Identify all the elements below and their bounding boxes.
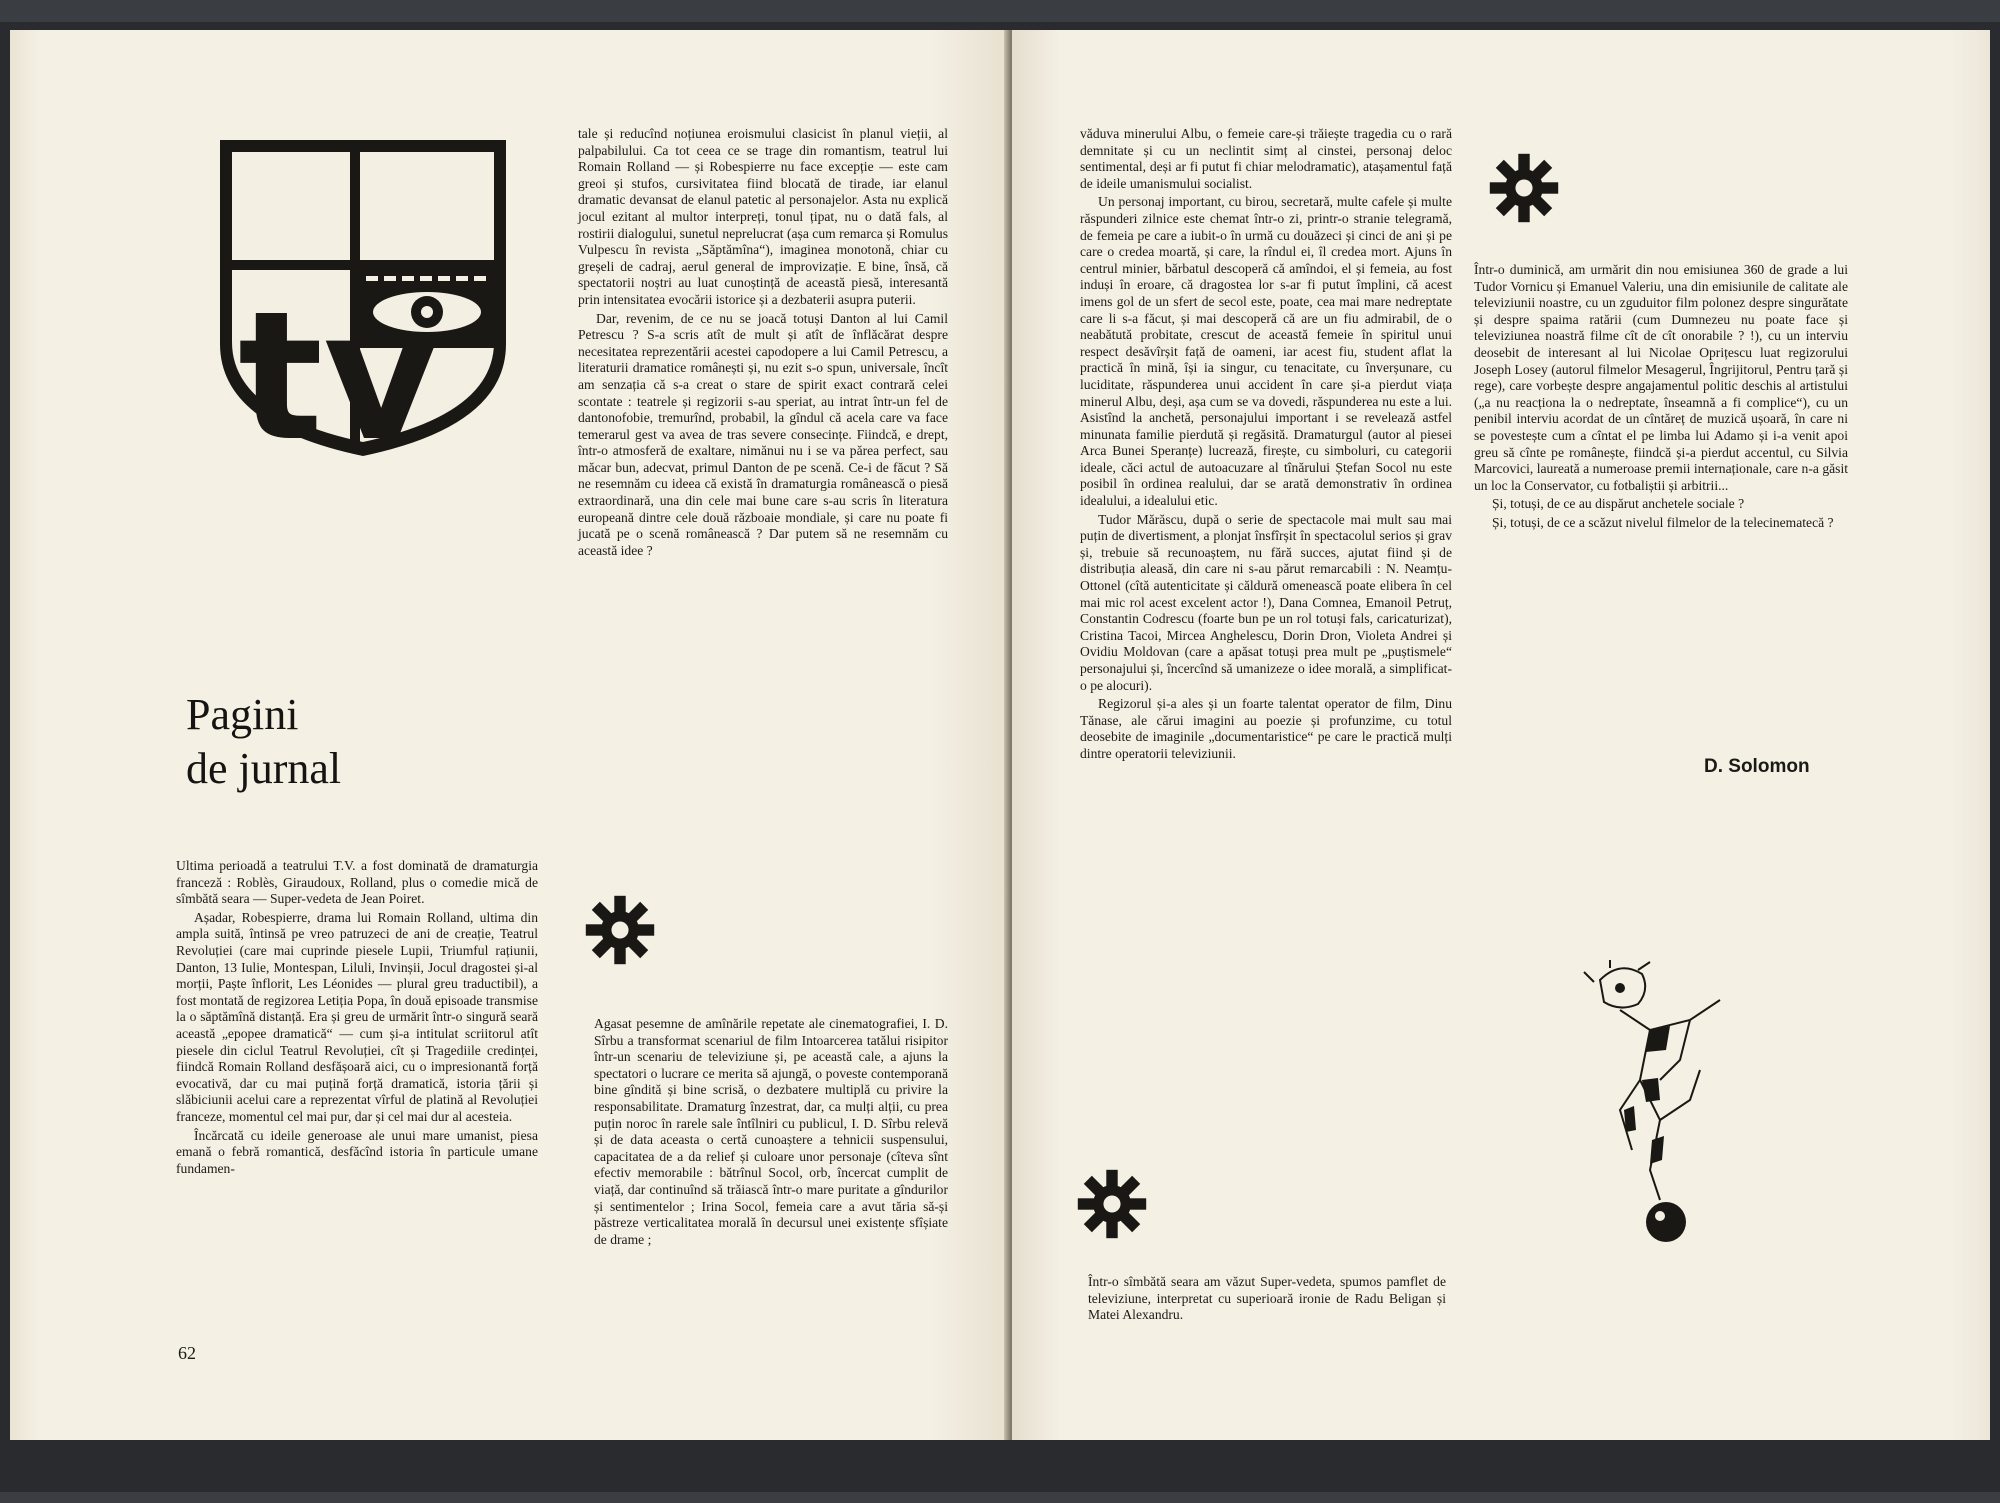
ornament-star-icon [1074, 1166, 1150, 1242]
article-title: Pagini de jurnal [186, 690, 342, 793]
paragraph: Ultima perioadă a teatrului T.V. a fost dominată de dramaturgia franceză : Roblès, Giraudoux, Rolland, plus o comedie mică de sîmbătă seara — Super-vedeta de Jean Poiret. [176, 858, 538, 907]
paragraph: Încărcată cu ideile generoase ale unui mare umanist, piesa emană o febră romantică, desfăcînd istoria în particule umane fundamen- [176, 1127, 538, 1176]
paragraph: Regizorul și-a ales și un foarte talentat operator de film, Dinu Tănase, ale cărui imagini au poezie și profunzime, cu totul deosebite de imaginile „documentaristice“ pe care le practică mulți dintre operatorii televiziunii. [1080, 696, 1452, 761]
tv-logo-icon [208, 126, 518, 466]
paragraph: văduva minerului Albu, o femeie care-și trăiește tragedia cu o rară demnitate și cu un neclintit simț al cinstei, personaj deloc sentimental, deși ar fi putut fi chiar melodramatic), atașamentul față de ideile umanismului socialist. [1080, 126, 1452, 191]
article-column-4 [1080, 126, 1452, 765]
right-page [1012, 30, 1990, 1440]
paragraph: Tudor Mărăscu, după o serie de spectacole mai mult sau mai puțin de divertisment, a plonjat însfîrșit în spectacolul serios și grav și, trebuie să recunoaștem, nu fără succes, ajutat fiind și de distribuția aleasă, din care ni s-au părut remarcabili : N. Neamțu-Ottonel (cîtă autenticitate și căldură omenească poate elibera în cel mai mic rol acest excelent actor !), Dana Comnea, Emanoil Petruț, Constantin Codrescu (foarte bun pe un rol totuși fals, caricaturizat), Cristina Tacoi, Mircea Anghelescu, Dorin Dron, Violeta Andrei și Ovidiu Moldovan (care a apăsat totuși prea mult pe „puștismele“ personajului și, încercînd să umanizeze o idee morală, a simplificat-o pe alocuri). [1080, 511, 1452, 693]
article-column-5 [1088, 1274, 1446, 1326]
paragraph: Un personaj important, cu birou, secretară, multe cafele și multe răspunderi zilnice este chemat într-o zi, printr-o stranie telegramă, de femeia pe care a iubit-o în urmă cu douăzeci și cinci de ani și pe care o credea moartă, și care, la rîndul ei, îl credea mort. Ajuns în centrul minier, bărbatul descoperă că amîndoi, el și femeia, au fost induși în eroare, că dragostea lor s-ar fi putut împlini, că acest imens gol de un sfert de secol este, poate, cea mai mare nedreptate care li s-a făcut, și mai descoperă că are un fiu admirabil, de o neabătută probitate, crescut de această femeie în spiritul unui respect desăvîrșit față de oameni, iar acest fiu, student aflat la practică în mină, își ia singur, cu tenacitate, cu înverșunare, cu luciditate, răspunderea unui accident în care și-a pierdut viața minerul Albu, deși, așa cum se va dovedi, răspunderea nu este a lui. Asistînd la anchetă, personajului important i se revelează astfel minunata familie pierdută și regăsită. Dramaturgul (autor al piesei Arca Bunei Speranțe) lucrează, firește, cu simboluri, cu categorii ideale, căci actul de autoacuzare al tînărului Ștefan Socol nu este posibil în ordinea realului, dar se arată demonstrativ în ordinea idealului, a idealului etic. [1080, 194, 1452, 509]
paragraph: Așadar, Robespierre, drama lui Romain Rolland, ultima din ampla suită, întinsă pe vreo patruzeci de ani de creație, Teatrul Revoluției (care mai cuprinde piesele Lupii, Triumful rațiunii, Danton, 13 Iulie, Montespan, Liluli, Invinșii, Jocul dragostei și-al morții, Paște înflorit, Les Léonides — plural greu traductibil), a fost montată de regizorea Letiția Popa, în două episoade transmise la o săptămînă distanță. Era și greu de urmărit într-o singură seară această „epopee dramatică“ — cum și-a intitulat scriitorul atît piesele din ciclul Teatrul Revoluției, cît și Tragediile credinței, fiindcă Romain Rolland desfășoară aici, cu o impresionantă forță evocativă, dar cu mai puțină forță dramatică, istoria țării și slăbiciunii acelui care a reprezentat vîrful de platină al Revoluției franceze, momentul cel mai pur, dar și cel mai dur al acesteia. [176, 909, 538, 1124]
article-column-1 [176, 858, 538, 1179]
paragraph: Dar, revenim, de ce nu se joacă totuși Danton al lui Camil Petrescu ? S-a scris atît de mult și atît de înflăcărat despre necesitatea reprezentării acestei capodopere a lui Camil Petrescu, a literaturii dramatice românești și, nu ezit s-o spun, universale, încît am senzația că s-a creat o stare de spirit exact contrară celei scontate : teatrele și regizorii s-au speriat, au intrat într-un fel de dantonofobie, tremurînd, probabil, la gîndul că acela care va face temerarul gest va avea de tras severe consecințe. Fiindcă, e drept, într-o atmosferă de exaltare, nimănui nu i se va părea perfect, sau măcar bun, adecvat, primul Danton de pe scenă. Ce-i de făcut ? Să ne resemnăm cu ideea că există în dramaturgia românească o piesă extraordinară, una din cele mai bune care s-au scris în literatura europeană dintre cele două războaie mondiale, și care nu poate fi jucată pe o scenă românească ? Dar putem să ne resemnăm cu această idee ? [578, 310, 948, 558]
paragraph: Și, totuși, de ce au dispărut anchetele sociale ? [1492, 496, 1745, 512]
svg-text:tv: tv [238, 273, 440, 466]
left-page [10, 30, 1010, 1440]
author-signature: D. Solomon [1704, 756, 1810, 777]
article-column-2 [578, 126, 948, 561]
page-number: 62 [178, 1343, 196, 1363]
paragraph: Și, totuși, de ce a scăzut nivelul filmelor de la telecinematecă ? [1492, 514, 1834, 530]
paragraph: Într-o duminică, am urmărit din nou emisiunea 360 de grade a lui Tudor Vornicu și Emanuel Valeriu, una din emisiunile de calitate ale televiziunii noastre, cu un zguduitor film polonez despre singurătate și despre spaima ratării (cum Dumnezeu nu poate face și televiziunea noastră filme cît de cît onorabile ? !), cu un interviu deosebit de interesant al lui Nicolae Oprițescu luat regizorului Joseph Losey (autorul filmelor Mesagerul, Îngrijitorul, Pentru țară și rege), care vorbește despre angajamentul politic deschis al artistului („a nu reacționa la o nedreptate, înseamnă a fi complice“), cu un penibil interviu acordat de un cîntăreț de muzică ușoară, în care ni se povestește cum a cîntat el pe limba lui Adamo și i-a venit apoi greu să cînte pe românește, fiindcă și-a pierdut accentul, cu Silvia Marcovici, laureată a numeroase premii internaționale, care n-a găsit un loc la Conservator, cu fotbaliștii și arbitrii... [1474, 262, 1848, 493]
harlequin-illustration-icon [1580, 960, 1740, 1250]
ornament-star-icon [582, 892, 658, 968]
article-column-3 [594, 1016, 948, 1250]
article-column-6 [1474, 262, 1848, 534]
ornament-star-icon [1486, 150, 1562, 226]
paragraph: tale și reducînd noțiunea eroismului clasicist în planul vieții, al palpabilului. Ca tot ceea ce se trage din romantism, teatrul lui Romain Rolland — și Robespierre nu face excepție — este cam greoi și stufos, cursivitatea fiind blocată de tirade, iar elanul dramatic devansat de elanul patetic al personajelor. Asta nu explică jocul ezitant al multor interpreți, tonul țipat, nu o dată fals, al rostirii dialogului, sunetul neprelucrat (așa cum remarca și Romulus Vulpescu în revista „Săptămîna“), imaginea monotonă, chiar cu greșeli de cadraj, aerul general de improvizație. E bine, însă, că spectatorii noștri au luat cunoștință de această piesă, interesantă prin intensitatea evocării istorice și a dezbaterii asupra puterii. [578, 126, 948, 307]
paragraph: Într-o sîmbătă seara am văzut Super-vedeta, spumos pamflet de televiziune, interpretat cu superioară ironie de Radu Beligan și Matei Alexandru. [1088, 1274, 1446, 1323]
paragraph: Agasat pesemne de amînările repetate ale cinematografiei, I. D. Sîrbu a transformat scenariul de film Intoarcerea tatălui risipitor într-un scenariu de televiziune și, pe această cale, a ajuns la spectatori o lucrare ce merita să ajungă, o poveste contemporană bine gîndită și bine scrisă, o dezbatere multiplă cu privire la responsabilitate. Dramaturg înzestrat, dar, ca mulți alții, cu prea puțin noroc în rarele sale întîlniri cu publicul, I. D. Sîrbu relevă și de data aceasta o certă cunoaștere a tehnicii suspensului, capacitatea de a da relief și culoare unor personaje (cîteva sînt efectiv memorabile : bătrînul Socol, orb, încercat cumplit de viață, dar continuînd să trăiască într-o mare puritate a gîndurilor și sentimentelor ; Irina Socol, femeia care a avut tăria să-și păstreze verticalitatea morală în decursul unei existențe sfîșiate de drame ; [594, 1016, 948, 1247]
